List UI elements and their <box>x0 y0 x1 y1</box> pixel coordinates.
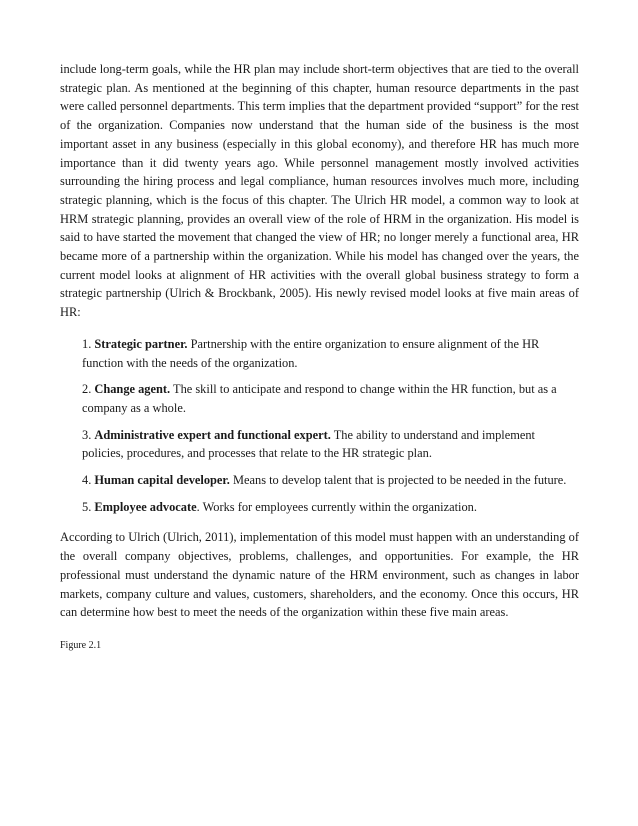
list-item-description: Means to develop talent that is projected to be needed in the future. <box>229 473 567 488</box>
list-item-description: Partnership with the entire organization to ensure alignment of the HR function with the needs of the organization. <box>82 336 540 370</box>
list-item-term: Change agent. <box>94 382 171 397</box>
list-item-term: Employee advocate <box>94 499 197 514</box>
page-content <box>60 60 579 653</box>
list-item <box>82 471 579 490</box>
list-item-number: 1. <box>82 336 95 351</box>
figure-caption: Figure 2.1 <box>60 639 102 651</box>
list-item <box>82 426 579 463</box>
intro-paragraph: include long-term goals, while the HR plan may include short-term objectives that are tied to the overall strategic plan. As mentioned at the beginning of this chapter, human resource departments in the past were called personnel departments. This term implies that the department provided “support” for the rest of the organization. Companies now understand that the human side of the business is the most important asset in any business (especially in this global economy), and therefore HR has much more importance than it did twenty years ago. While personnel management mostly involved activities surrounding the hiring process and legal compliance, human resources involves much more, including strategic planning, which is the focus of this chapter. The Ulrich HR model, a common way to look at HRM strategic planning, provides an overall view of the role of HRM in the organization. His model is said to have started the movement that changed the view of HR; no longer merely a functional area, HR became more of a partnership within the organization. While his model has changed over the years, the current model looks at alignment of HR activities with the overall global business strategy to form a strategic partnership (Ulrich & Brockbank, 2005). His newly revised model looks at five main areas of HR: <box>60 62 579 320</box>
ulrich-paragraph: According to Ulrich (Ulrich, 2011), implementation of this model must happen with an understanding of the overall company objectives, problems, challenges, and opportunities. For example, the HR professional must understand the dynamic nature of the HRM environment, such as changes in labor markets, company culture and values, customers, shareholders, and the economy. Once this occurs, HR can determine how best to meet the needs of the organization within these five main areas. <box>60 530 579 620</box>
list-item-term: Human capital developer. <box>94 473 230 488</box>
list-item <box>82 335 579 372</box>
list-item-term: Administrative expert and functional expert. <box>94 427 331 442</box>
list-item-description: The ability to understand and implement policies, procedures, and processes that relate to the HR strategic plan. <box>82 427 536 461</box>
list-item <box>82 498 579 517</box>
list-item-term: Strategic partner. <box>94 336 188 351</box>
list-item-description: The skill to anticipate and respond to change within the HR function, but as a company as a whole. <box>82 382 557 415</box>
list-item-number: 3. <box>82 427 95 442</box>
list-item-number: 5. <box>82 499 95 514</box>
list-item <box>82 380 579 417</box>
list-item-number: 2. <box>82 382 95 397</box>
list-item-description: . Works for employees currently within the organization. <box>196 499 477 514</box>
hr-roles-list <box>82 335 579 517</box>
list-item-number: 4. <box>82 473 95 488</box>
